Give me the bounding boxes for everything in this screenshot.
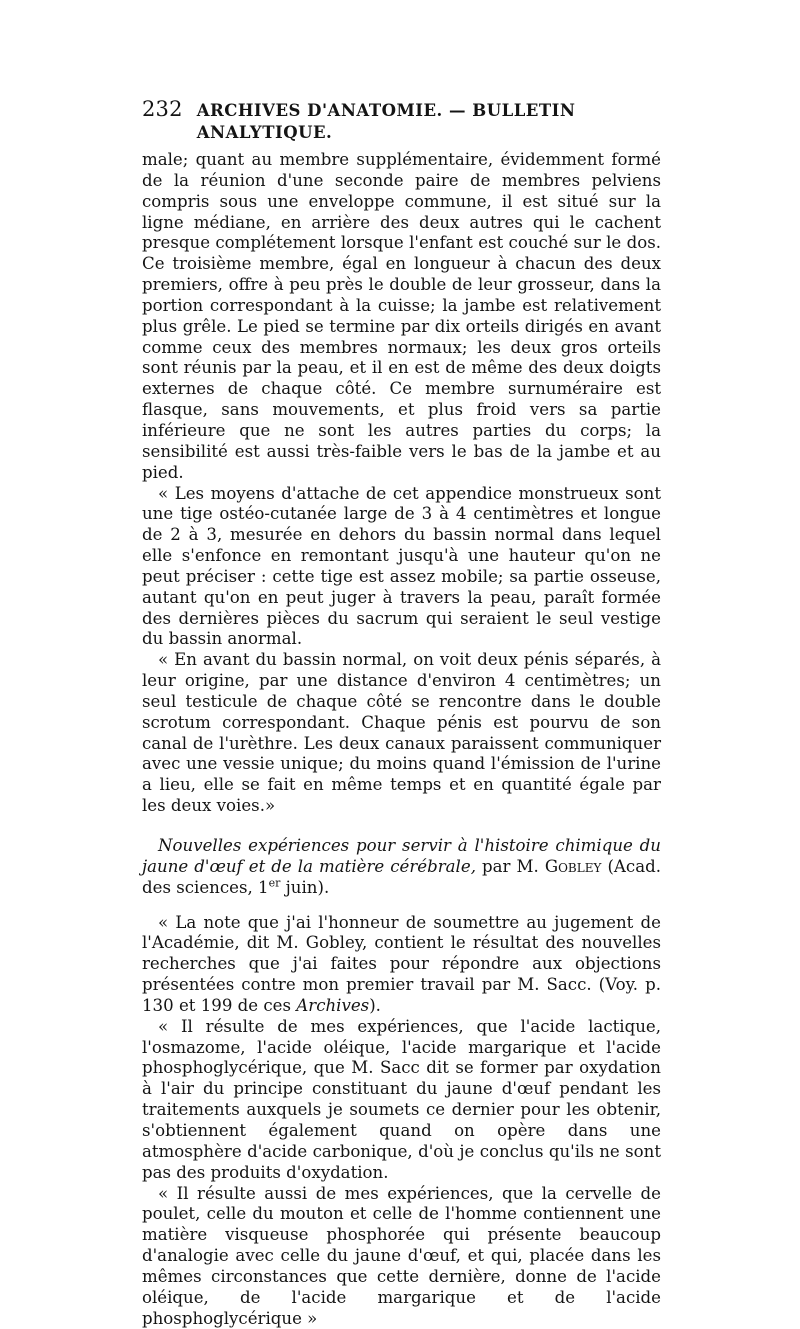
notice-heading xyxy=(142,836,661,899)
paragraph-attachment: « Les moyens d'attache de cet appendice monstrueux sont une tige ostéo-cutanée large de 3 à 4 centimètres et longue de 2 à 3, mesurée en dehors du bassin normal dans lequel elle s'enfonce en remontant jusqu'à une hauteur qu'on ne peut préciser : cette tige est assez mobile; sa partie osseuse, autant qu'on en peut juger à travers la peau, paraît formée des dernières pièces du sacrum qui seraient le seul vestige du bassin anormal. xyxy=(142,484,661,651)
notice-date: juin). xyxy=(280,878,329,897)
paragraph-brain: « Il résulte aussi de mes expériences, que la cervelle de poulet, celle du mouton et celle de l'homme contiennent une matière visqueuse phosphorée qui présente beaucoup d'analogie avec celle du jaune d'œuf, et qui, placée dans les mêmes circonstances que cette dernière, donne de l'acide oléique, de l'acide margarique et de l'acide phosphoglycérique » xyxy=(142,1184,661,1329)
notice-by: par M. xyxy=(476,857,545,876)
notice-title: Nouvelles expériences pour servir à l'histoire chimique du jaune d'œuf et de la matière cérébrale, xyxy=(142,836,661,876)
note-text: « La note que j'ai l'honneur de soumettre au jugement de l'Académie, dit M. Gobley, contient le résultat des nouvelles recherches que j'ai faites pour répondre aux objections présentées contre mon premier travail par M. Sacc. (Voy. p. 130 et 199 de ces xyxy=(142,913,661,1015)
paragraph-note xyxy=(142,913,661,1017)
page-number: 232 xyxy=(142,98,183,120)
paragraph-results: « Il résulte de mes expériences, que l'acide lactique, l'osmazome, l'acide oléique, l'acide margarique et l'acide phosphoglycérique, que M. Sacc dit se former par oxydation à l'air du principe constituant du jaune d'œuf pendant les traitements auxquels je soumets ce dernier pour les obtenir, s'obtiennent également quand on opère dans une atmosphère d'acide carbonique, d'où je conclus qu'ils ne sont pas des produits d'oxydation. xyxy=(142,1017,661,1184)
page-header xyxy=(142,98,661,144)
notice-sup: er xyxy=(269,876,281,889)
paragraph-penis: « En avant du bassin normal, on voit deux pénis séparés, à leur origine, par une distance d'environ 4 centimètres; un seul testicule de chaque côté se rencontre dans le double scrotum correspondant. Chaque pénis est pourvu de son canal de l'urèthre. Les deux canaux paraissent communiquer avec une vessie unique; du moins quand l'émission de l'urine a lieu, elle se fait en même temps et en quantité égale par les deux voies.» xyxy=(142,650,661,817)
running-head: ARCHIVES D'ANATOMIE. — BULLETIN ANALYTIQUE. xyxy=(197,100,661,144)
note-end: ). xyxy=(369,996,381,1015)
document-page xyxy=(142,98,661,1329)
body-text xyxy=(142,150,661,1329)
paragraph-continuation: male; quant au membre supplémentaire, évidemment formé de la réunion d'une seconde paire de membres pelviens compris sous une enveloppe commune, il est situé sur la ligne médiane, en arrière des deux autres qui le cachent presque complétement lorsque l'enfant est couché sur le dos. Ce troisième membre, égal en longueur à chacun des deux premiers, offre à peu près le double de leur grosseur, dans la portion correspondant à la cuisse; la jambe est relativement plus grêle. Le pied se termine par dix orteils dirigés en avant comme ceux des membres normaux; les deux gros orteils sont réunis par la peau, et il en est de même des deux doigts externes de chaque côté. Ce membre surnuméraire est flasque, sans mouvements, et plus froid vers sa partie inférieure que ne sont les autres parties du corps; la sensibilité est aussi très-faible vers le bas de la jambe et au pied. xyxy=(142,150,661,484)
notice-source: (Acad. des sciences, 1 xyxy=(142,857,661,897)
note-italic: Archives xyxy=(296,996,369,1015)
notice-author: Gobley xyxy=(545,857,602,876)
